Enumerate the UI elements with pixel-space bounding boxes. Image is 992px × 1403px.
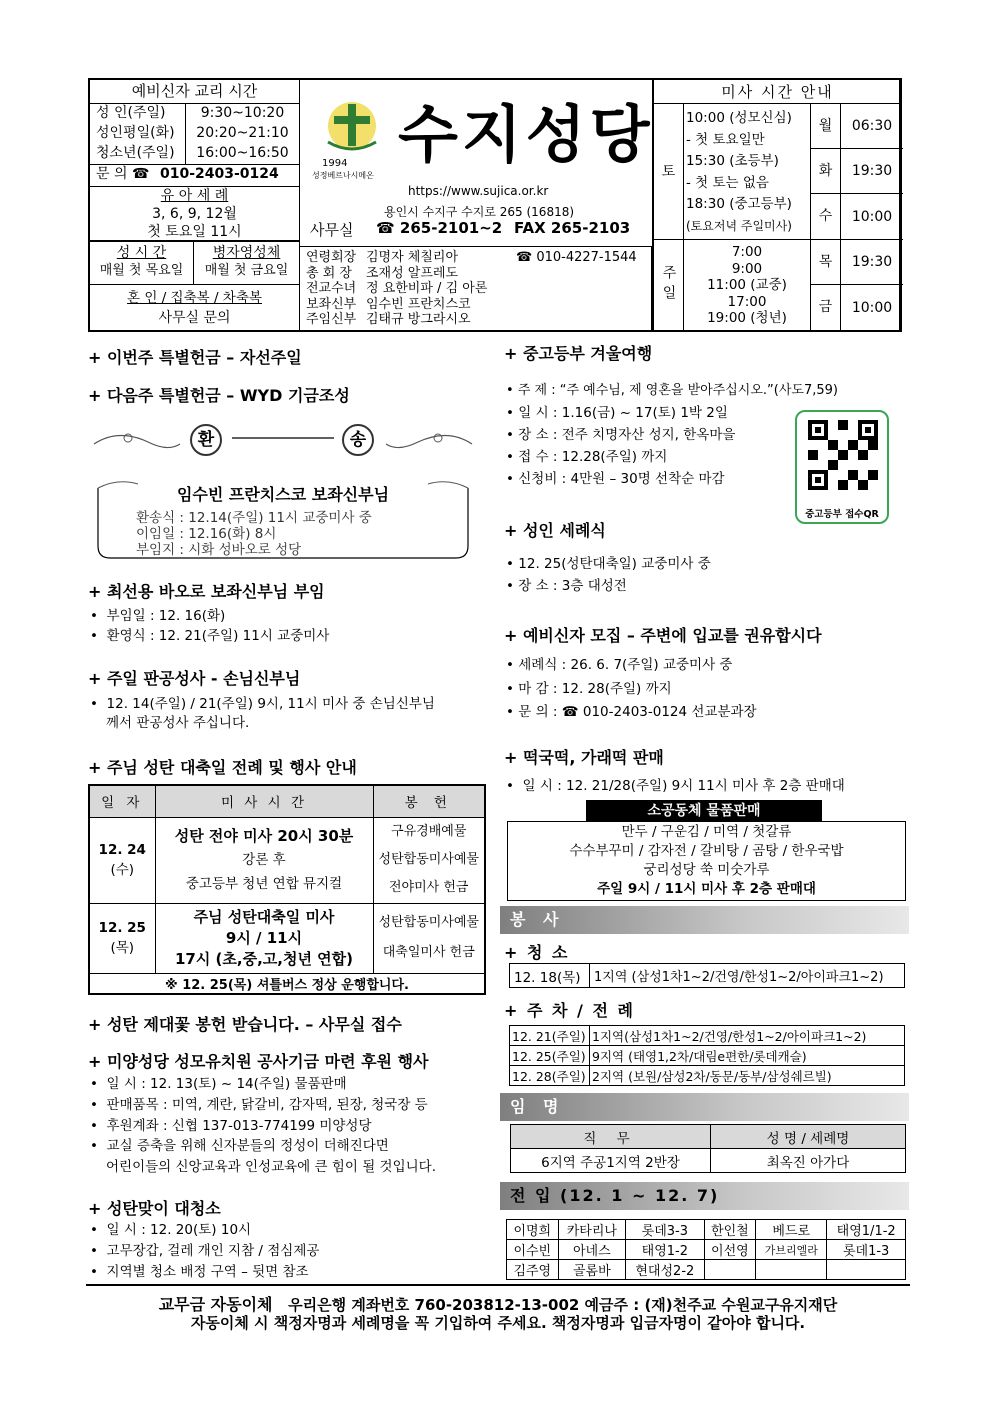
weekday-row: 수 10:00 <box>811 194 903 240</box>
weekday-row: 금 10:00 <box>811 285 903 330</box>
qr-code-icon[interactable] <box>808 420 878 490</box>
farewell-name: 임수빈 프란치스코 보좌신부님 <box>176 485 390 504</box>
section-cleanup: + 성탄맞이 대청소 <box>88 1199 221 1218</box>
parish-info <box>300 80 652 246</box>
table-row: 12. 18(목) 1지역 (삼성1차1~2/건영/한성1~2/아이파크1~2) <box>510 964 905 988</box>
catechism-row: 청소년(주일) 16:00~16:50 <box>90 144 299 164</box>
farewell-badge: 송 <box>342 424 374 456</box>
table-header: 직 무 <box>511 1125 711 1149</box>
list-item: • 12. 25(성탄대축일) 교중미사 중 <box>506 556 711 572</box>
section-cleaning: + 청 소 <box>504 943 570 962</box>
table-row: 12. 21(주일) 1지역(삼성1차1~2/건영/한성1~2/아이파크1~2) <box>510 1026 905 1046</box>
list-item: • 일 시 : 12. 20(토) 10시 <box>90 1222 252 1238</box>
catechism-title: 예비신자 교리 시간 <box>90 82 299 104</box>
parish-logo <box>318 98 386 158</box>
staff-row: 주임신부 김태규 방그라시오 <box>306 312 471 327</box>
catechism-panel <box>90 80 300 330</box>
mass-schedule <box>652 80 901 330</box>
wedding-info: 혼 인 / 집축복 / 차축복 사무실 문의 <box>90 284 299 330</box>
list-item: • 부임일 : 12. 16(화) <box>90 608 226 624</box>
sick-communion-info: 병자영성체 매월 첫 금요일 <box>204 245 289 278</box>
qr-card[interactable] <box>795 410 889 524</box>
parish-address: 용인시 수지구 수지로 265 (16818) <box>384 205 575 219</box>
section-altar-flowers: + 성탄 제대꽃 봉헌 받습니다. – 사무실 접수 <box>88 1015 402 1034</box>
list-item: • 일 시 : 1.16(금) ~ 17(토) 1박 2일 <box>506 405 728 421</box>
parking-table <box>509 1025 905 1086</box>
list-item: • 장 소 : 전주 치명자산 성지, 한옥마을 <box>506 427 736 443</box>
list-item: 께서 판공성사 주십니다. <box>106 715 250 731</box>
cross-logo-icon <box>318 98 386 158</box>
list-item: • 마 감 : 12. 28(주일) 까지 <box>506 681 672 697</box>
parish-name: 수지성당 <box>398 98 654 171</box>
table-header: 일 자 <box>89 785 155 817</box>
list-item: • 장 소 : 3층 대성전 <box>506 578 627 594</box>
staff-row: 보좌신부 임수빈 프란치스코 <box>306 296 471 312</box>
section-new-priest: + 최선용 바오로 보좌신부님 부임 <box>88 582 325 601</box>
table-row: 이수빈 아네스 태영1-2 이선영 가브리엘라 롯데1-3 <box>507 1240 906 1260</box>
list-item: 어린이들의 신앙교육과 인성교육에 큰 힘이 될 것입니다. <box>106 1159 436 1175</box>
infant-baptism: 유 아 세 례 3, 6, 9, 12월 첫 토요일 11시 <box>90 186 299 242</box>
footer-line-2: 자동이체 시 책정자명과 세례명을 꼭 기입하여 주세요. 책정자명과 입금자명이 같아야 합니다. <box>190 1314 806 1332</box>
list-item: • 교실 증축을 위해 신자분들의 정성이 더해진다면 <box>90 1138 389 1154</box>
list-item: • 세례식 : 26. 6. 7(주일) 교중미사 중 <box>506 657 733 673</box>
list-item: • 12. 14(주일) / 21(주일) 9시, 11시 미사 중 손님신부님 <box>90 696 435 712</box>
christmas-table <box>88 784 486 995</box>
qr-caption: 중고등부 접수QR <box>805 509 879 520</box>
sales-box: 만두 / 구운김 / 미역 / 첫갈류 수수부꾸미 / 감자전 / 갈비탕 / 곰탕 / 한우국밥 궁리성당 쑥 미숫가루 주일 9시 / 11시 미사 후 2층 판매대 <box>507 821 906 901</box>
table-header: 미 사 시 간 <box>155 785 373 817</box>
table-row: 6지역 주공1지역 2반장 최옥진 아가다 <box>511 1149 906 1173</box>
appointment-bar: 임 명 <box>500 1093 909 1121</box>
footer-line-1: 교무금 자동이체 우리은행 계좌번호 760-203812-13-002 예금주 : (재)천주교 수원교구유지재단 <box>158 1295 838 1314</box>
list-item: • 주 제 : “주 예수님, 제 영혼을 받아주십시오.”(사도7,59) <box>506 383 838 398</box>
footer-label: 교무금 자동이체 <box>158 1295 273 1314</box>
list-item: • 고무장갑, 걸레 개인 지참 / 점심제공 <box>90 1243 320 1259</box>
farewell-card <box>88 418 478 566</box>
table-row: 12. 28(주일) 2지역 (보원/삼성2차/동문/동부/삼성쉐르빌) <box>510 1066 905 1086</box>
sunday-times: 7:00 9:00 11:00 (교중) 17:00 19:00 (청년) <box>684 240 811 330</box>
list-item: • 판매품목 : 미역, 계란, 닭갈비, 감자떡, 된장, 청국장 등 <box>90 1097 428 1113</box>
farewell-badge: 환 <box>190 424 222 456</box>
footer-divider <box>86 1284 910 1286</box>
list-item: • 신청비 : 4만원 – 30명 선착순 마감 <box>506 471 725 487</box>
office-phone: ☎ 265-2101~2 <box>376 219 503 237</box>
appointment-table <box>510 1124 906 1173</box>
list-item: • 문 의 : ☎ 010-2403-0124 선교분과장 <box>506 704 757 720</box>
table-row: 12. 25(주일) 9지역 (태영1,2차/대림e편한/롯데캐슬) <box>510 1046 905 1066</box>
table-header: 성 명 / 세례명 <box>711 1125 906 1149</box>
list-item: • 후원계좌 : 신협 137-013-774199 미양성당 <box>90 1118 372 1134</box>
list-item: • 환영식 : 12. 21(주일) 11시 교중미사 <box>90 628 330 644</box>
logo-caption: 성정베르나시메온 <box>312 171 374 180</box>
fax-number: FAX 265-2103 <box>514 219 631 237</box>
list-item: • 지역별 청소 배정 구역 – 뒷면 참조 <box>90 1264 309 1280</box>
weekday-row: 화 19:30 <box>811 149 903 194</box>
catechism-row: 성인평일(화) 20:20~21:10 <box>90 124 299 144</box>
catechism-row: 성 인(주일) 9:30~10:20 <box>90 104 299 124</box>
header-box <box>88 78 902 332</box>
sunday-label: 주일 <box>654 240 684 330</box>
section-rice-cake: + 떡국떡, 가래떡 판매 <box>504 748 664 767</box>
staff-row: 전교수녀 정 요한비파 / 김 아론 <box>306 281 488 296</box>
weekday-masses <box>811 104 903 330</box>
weekday-row: 월 06:30 <box>811 104 903 149</box>
section-fundraiser: + 미양성당 성모유치원 공사기금 마련 후원 행사 <box>88 1052 429 1071</box>
section-special-offering: + 이번주 특별헌금 – 자선주일 <box>88 348 302 367</box>
weekday-row: 목 19:30 <box>811 240 903 285</box>
farewell-details: 환송식 : 12.14(주일) 11시 교중미사 중 이임일 : 12.16(화) 8시 부임지 : 시화 성바오로 성당 <box>136 510 372 558</box>
office-label: 사무실 <box>310 221 354 239</box>
confession-info: 성 시 간 매월 첫 목요일 <box>90 242 194 284</box>
service-bar: 봉 사 <box>500 906 909 934</box>
list-item: • 접 수 : 12.28(주일) 까지 <box>506 449 668 465</box>
table-row: 이명희 카타리나 롯데3-3 한인철 베드로 태영1/1-2 <box>507 1220 906 1240</box>
list-item: • 일 시 : 12. 21/28(주일) 9시 11시 미사 후 2층 판매대 <box>506 778 845 794</box>
table-row: 12. 24 (수) 성탄 전야 미사 20시 30분 강론 후 중고등부 청년 연합 뮤지컬 구유경배예물 성탄합동미사예물 전야미사 헌금 <box>89 817 485 903</box>
table-row: 12. 25 (목) 주님 성탄대축일 미사 9시 / 11시 17시 (초,중,고,청년 연합) 성탄합동미사예물 대축일미사 헌금 <box>89 903 485 973</box>
cleaning-table <box>509 963 905 988</box>
staff-row: 연령회장 김명자 체칠리아 ☎ 010-4227-1544 <box>306 250 637 265</box>
staff-list <box>300 246 652 330</box>
table-header: 봉 헌 <box>373 785 485 817</box>
logo-year: 1994 <box>322 158 348 169</box>
section-catechumen: + 예비신자 모집 – 주변에 입교를 권유합시다 <box>504 626 822 645</box>
moving-in-bar: 전 입 (12. 1 ~ 12. 7) <box>500 1182 909 1210</box>
saturday-label: 토 <box>654 104 684 240</box>
section-parking: + 주 차 / 전 례 <box>504 1001 635 1020</box>
section-next-offering: + 다음주 특별헌금 – WYD 기금조성 <box>88 386 350 405</box>
table-row: 김주영 골롬바 현대성2-2 <box>507 1260 906 1280</box>
shuttle-note: ※ 12. 25(목) 셔틀버스 정상 운행합니다. <box>89 973 485 994</box>
section-confession: + 주일 판공성사 - 손님신부님 <box>88 669 301 688</box>
staff-row: 총 회 장 조재성 알프레도 <box>306 265 459 281</box>
mass-title: 미사 시간 안내 <box>654 80 901 104</box>
list-item: • 일 시 : 12. 13(토) ~ 14(주일) 물품판매 <box>90 1076 347 1092</box>
section-adult-baptism: + 성인 세례식 <box>504 521 606 540</box>
section-youth-trip: + 중고등부 겨울여행 <box>504 344 653 363</box>
section-christmas: + 주님 성탄 대축일 전례 및 행사 안내 <box>88 758 357 777</box>
catechism-contact: 문 의 ☎ 010-2403-0124 <box>90 164 299 184</box>
sales-title: 소공동체 물품판매 <box>586 800 822 822</box>
parish-url[interactable]: https://www.sujica.or.kr <box>408 184 549 198</box>
saturday-times: 10:00 (성모신심) - 첫 토요일만 15:30 (초등부) - 첫 토는 없음 18:30 (중고등부) (토요저녁 주일미사) <box>684 104 811 240</box>
moving-in-table <box>506 1219 906 1280</box>
